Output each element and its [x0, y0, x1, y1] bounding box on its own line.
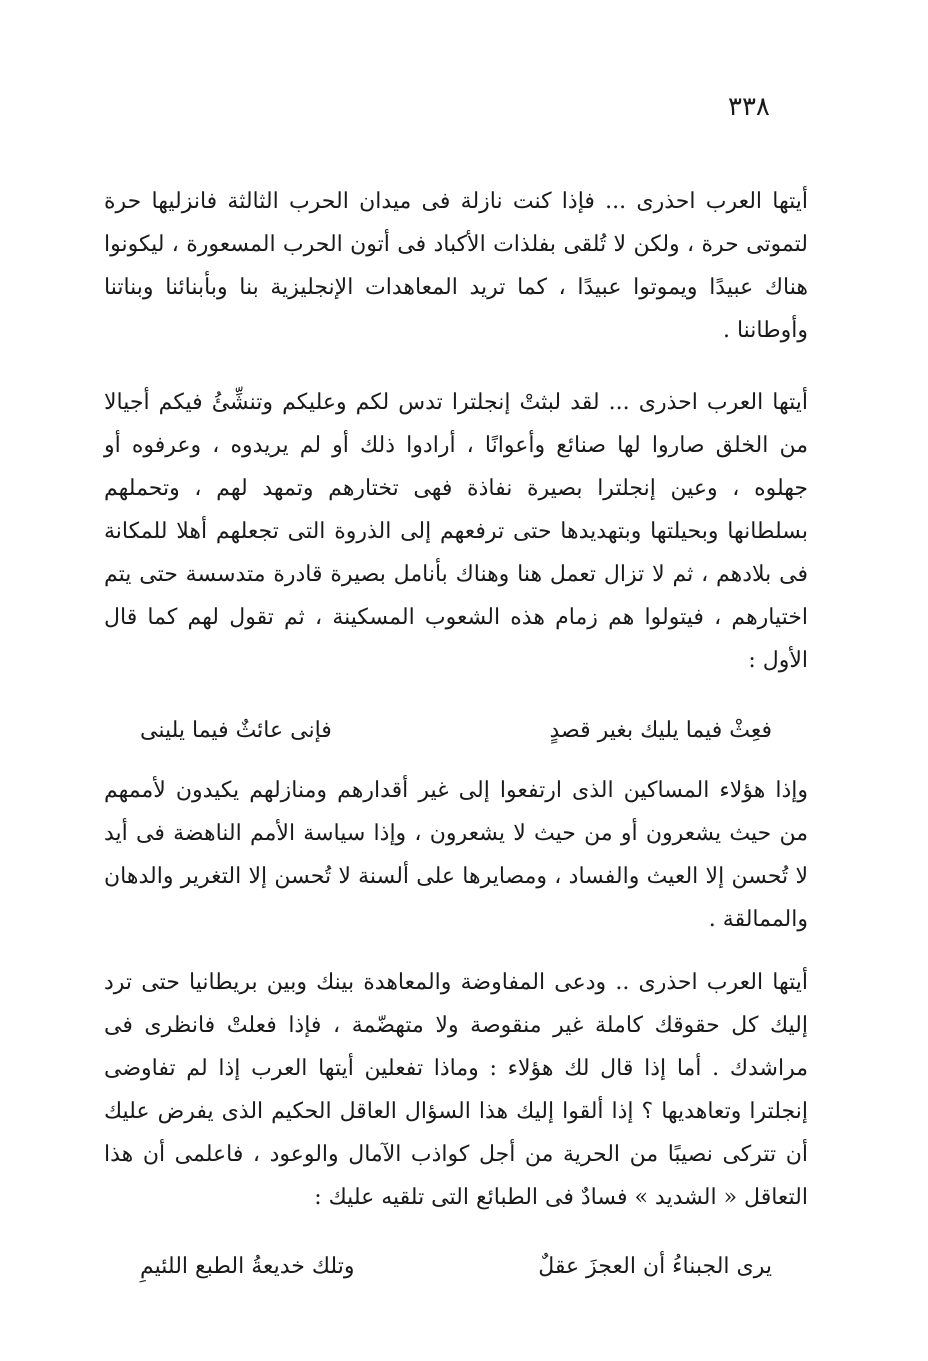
- paragraph-text: أيتها العرب احذرى .. ودعى المفاوضة والمعاهدة بينك وبين بريطانيا حتى ترد إليك كل حقوقك كاملة غير منقوصة ولا متهضّمة ، فإذا فعلتْ فانظرى فى مراشدك . أما إذا قال لك هؤلاء : وماذا تفعلين أيتها العرب إذا لم تفاوضى إنجلترا وتعاهديها ؟ إذا ألقوا إليك هذا السؤال العاقل الحكيم الذى يفرض عليك أن تتركى نصيبًا من الحرية من أجل كواذب الآمال والوعود ، فاعلمى أن هذا التعاقل « الشديد » فسادٌ فى الطبائع التى تلقيه عليك :: [104, 970, 808, 1210]
- verse-first-hemistich: فعِثْ فيما يليك بغير قصدٍ: [549, 718, 772, 743]
- paragraph-text: أيتها العرب احذرى ... لقد لبثتْ إنجلترا تدس لكم وعليكم وتنشِّئُ فيكم أجيالا من الخلق صاروا لها صنائع وأعوانًا ، أرادوا ذلك أو لم يريدوه ، وعرفوه أو جهلوه ، وعين إنجلترا بصيرة نفاذة فهى تختارهم وتمهد لهم ، وتحملهم بسلطانها وبحيلتها وبتهديدها حتى ترفعهم إلى الذروة التى تجعلهم أهلا للمكانة فى بلادهم ، ثم لا تزال تعمل هنا وهناك بأنامل بصيرة قادرة متدسسة حتى يتم اختيارهم ، فيتولوا هم زمام هذه الشعوب المسكينة ، ثم تقول لهم كما قال الأول :: [104, 390, 808, 673]
- page-number: ٣٣٨: [728, 92, 770, 122]
- poetry-verse-1: [140, 709, 772, 752]
- paragraph-1: [104, 180, 808, 352]
- verse-first-hemistich: يرى الجبناءُ أن العجزَ عقلٌ: [538, 1254, 772, 1279]
- verse-second-hemistich: وتلك خديعةُ الطبع اللئيمِ: [140, 1254, 355, 1279]
- paragraph-2: [104, 381, 808, 682]
- paragraph-4: [104, 961, 808, 1219]
- paragraph-text: وإذا هؤلاء المساكين الذى ارتفعوا إلى غير أقدارهم ومنازلهم يكيدون لأممهم من حيث يشعرون أو من حيث لا يشعرون ، وإذا سياسة الأمم الناهضة فى أيد لا تُحسن إلا العيث والفساد ، ومصايرها على ألسنة لا تُحسن إلا التغرير والدهان والممالقة .: [104, 778, 808, 932]
- paragraph-3: [104, 769, 808, 941]
- verse-second-hemistich: فإنى عائثٌ فيما يلينى: [140, 718, 332, 743]
- paragraph-text: أيتها العرب احذرى ... فإذا كنت نازلة فى ميدان الحرب الثالثة فانزليها حرة لتموتى حرة ، ولكن لا تُلقى بفلذات الأكباد فى أتون الحرب المسعورة ، ليكونوا هناك عبيدًا ويموتوا عبيدًا ، كما تريد المعاهدات الإنجليزية بنا وبأبنائنا وبناتنا وأوطاننا .: [104, 189, 808, 343]
- poetry-verse-2: [140, 1245, 772, 1288]
